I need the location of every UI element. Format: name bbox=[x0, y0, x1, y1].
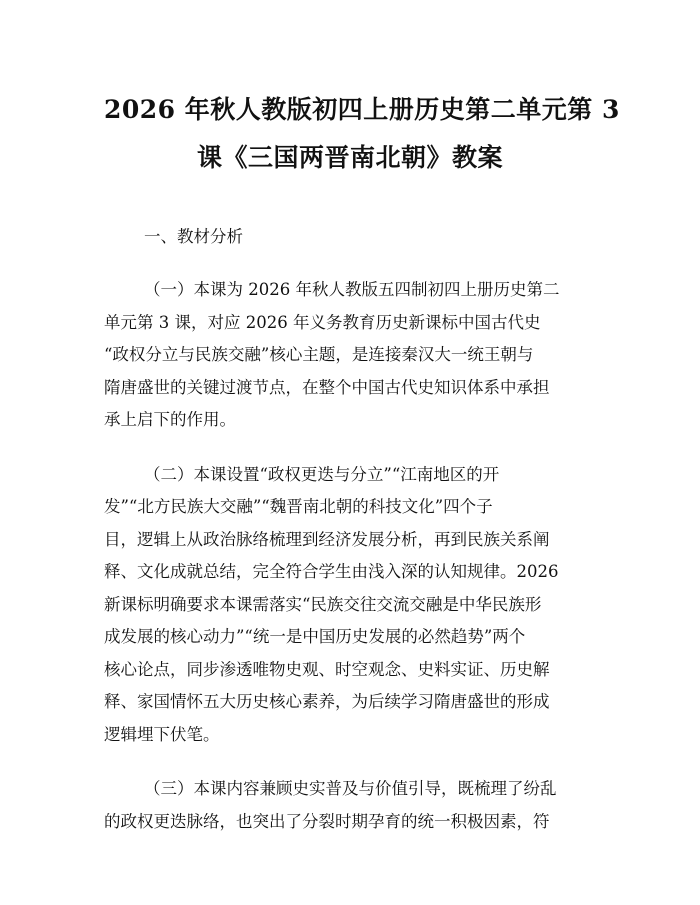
paragraph-line: （二）本课设置“政权更迭与分立”“江南地区的开 bbox=[144, 464, 500, 484]
paragraph-line: “政权分立与民族交融”核心主题，是连接秦汉大一统王朝与 bbox=[104, 345, 534, 364]
paragraph-line: 释、文化成就总结，完全符合学生由浅入深的认知规律。2026 bbox=[104, 562, 559, 581]
paragraph-3 bbox=[104, 773, 596, 838]
section-heading: 一、教材分析 bbox=[144, 227, 243, 246]
paragraph-line: （一）本课为 2026 年秋人教版五四制初四上册历史第二 bbox=[144, 280, 560, 299]
paragraph-line: 成发展的核心动力”“统一是中国历史发展的必然趋势”两个 bbox=[104, 627, 526, 646]
document-title bbox=[104, 0, 620, 182]
title-line-2: 课《三国两晋南北朝》教案 bbox=[196, 143, 503, 172]
paragraph-line: 承上启下的作用。 bbox=[104, 410, 236, 429]
paragraph-line: 目，逻辑上从政治脉络梳理到经济发展分析，再到民族关系阐 bbox=[104, 529, 550, 549]
paragraph-1 bbox=[104, 274, 596, 437]
paragraph-line: 逻辑埋下伏笔。 bbox=[104, 724, 220, 744]
paragraph-line: 发”“北方民族大交融”“魏晋南北朝的科技文化”四个子 bbox=[104, 497, 493, 516]
title-line-1: 2026 年秋人教版初四上册历史第二单元第 3 bbox=[104, 95, 620, 124]
paragraph-2 bbox=[104, 459, 596, 752]
paragraph-line: 释、家国情怀五大历史核心素养，为后续学习隋唐盛世的形成 bbox=[104, 692, 550, 711]
paragraph-line: 新课标明确要求本课需落实“民族交往交流交融是中华民族形 bbox=[104, 594, 542, 614]
paragraph-line: 的政权更迭脉络，也突出了分裂时期孕育的统一积极因素，符 bbox=[104, 811, 550, 831]
paragraph-line: 单元第 3 课，对应 2026 年义务教育历史新课标中国古代史 bbox=[104, 312, 541, 332]
paragraph-line: 隋唐盛世的关键过渡节点，在整个中国古代史知识体系中承担 bbox=[104, 377, 550, 397]
paragraph-line: 核心论点，同步渗透唯物史观、时空观念、史料实证、历史解 bbox=[104, 659, 550, 679]
paragraph-line: （三）本课内容兼顾史实普及与价值引导，既梳理了纷乱 bbox=[144, 779, 557, 798]
